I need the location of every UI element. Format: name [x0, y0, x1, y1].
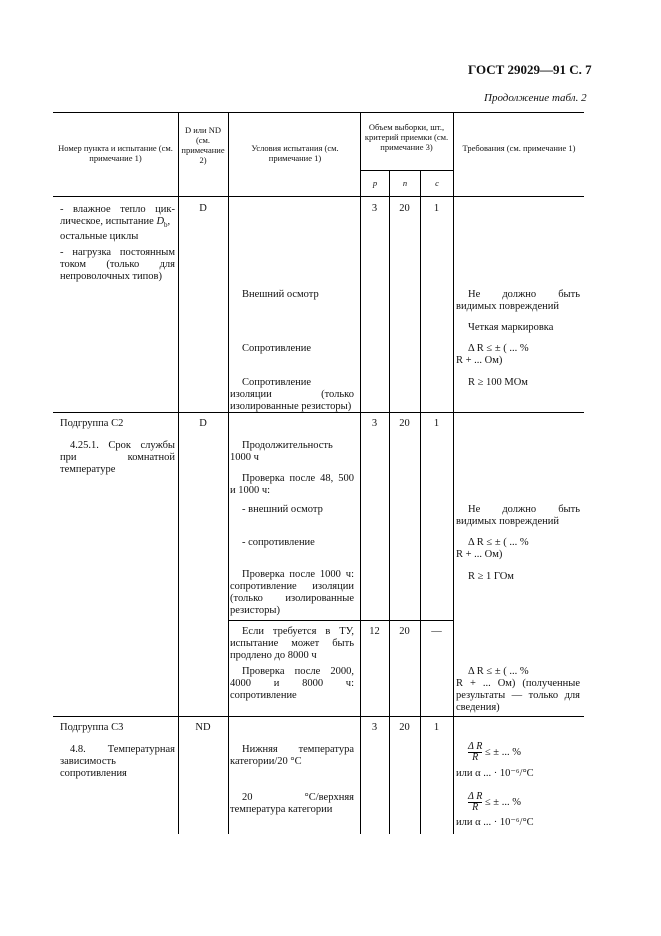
s2-n: 20 — [399, 418, 410, 429]
test-damp-heat-line3: остальные циклы — [60, 231, 139, 243]
s2-p-extended: 12 — [369, 626, 380, 637]
s2-cond-extend: Если требуется в ТУ, испытание может быть продлено до 8000 ч — [230, 626, 354, 661]
s3-req-alpha-1: или α ... · 10⁻⁶/°С — [456, 768, 534, 779]
s2-n-extended: 20 — [399, 626, 410, 637]
s2-req-insulation: R ≥ 1 ГОм — [468, 571, 514, 582]
delta-r-fraction: $\frac{\text{Δ R}}{R}$ — [468, 791, 483, 813]
s3-req-alpha-2: или α ... · 10⁻⁶/°С — [456, 817, 534, 828]
s3-dnd: ND — [195, 722, 211, 733]
s2-req2-resistance-1: Δ R ≤ ± ( ... % — [468, 666, 529, 677]
test-damp-heat — [60, 204, 175, 243]
s3-test-temp: 4.8. Температурная зависимость сопротивления — [60, 744, 175, 779]
s1-req-marking: Четкая маркировка — [468, 322, 554, 333]
s1-req-visual: Не должно быть видимых повреждений — [456, 289, 580, 312]
table-continuation: Продолжение табл. 2 — [484, 92, 587, 104]
s3-cond-high: 20 °С/верхняя температура категории — [230, 792, 354, 815]
s3-subgroup: Подгруппа С3 — [60, 722, 124, 733]
col-header-test: Номер пункта и испытание (см. примечание 1) — [58, 143, 173, 163]
s2-cond-check-insulation: Проверка после 1000 ч: сопротивление изоляции (только изолированные резисторы) — [230, 569, 354, 616]
s2-req2-resistance-2: R + ... Ом) (полученные результаты — только для сведения) — [456, 678, 580, 713]
s2-cond-check: Проверка после 48, 500 и 1000 ч: — [230, 473, 354, 496]
delta-r-fraction: $\frac{\text{Δ R}}{R}$ — [468, 741, 483, 763]
s2-cond-check2: Проверка после 2000, 4000 и 8000 ч: сопротивление — [230, 666, 354, 701]
s2-cond-visual: - внешний осмотр — [242, 504, 323, 515]
s2-p: 3 — [371, 418, 378, 429]
s2-c: 1 — [433, 418, 440, 429]
s1-cond-visual: Внешний осмотр — [242, 289, 319, 300]
s3-cond-low: Нижняя температура категории/20 °С — [230, 744, 354, 767]
s2-dnd: D — [199, 418, 207, 429]
col-header-c: c — [435, 178, 439, 188]
test-damp-heat-line2: лическое, испытание $D_b$, — [60, 216, 171, 230]
s1-c: 1 — [433, 203, 440, 214]
s2-req-resistance-1: Δ R ≤ ± ( ... % — [468, 537, 529, 548]
col-header-requirements: Требования (см. примечание 1) — [462, 143, 576, 153]
s2-cond-resistance: - сопротивление — [242, 537, 315, 548]
s2-c-extended: — — [431, 626, 442, 637]
col-header-dnd: D или ND (см. примечание 2) — [181, 125, 225, 165]
document-id: ГОСТ 29029—91 С. 7 — [468, 62, 592, 77]
s3-n: 20 — [399, 722, 410, 733]
s1-req-resistance-1: Δ R ≤ ± ( ... % — [468, 343, 529, 354]
s2-cond-duration: Продолжительность 1000 ч — [230, 440, 333, 463]
s1-p: 3 — [371, 203, 378, 214]
s1-req-insulation: R ≥ 100 МОм — [468, 377, 528, 388]
s3-p: 3 — [371, 722, 378, 733]
s3-c: 1 — [433, 722, 440, 733]
s2-subgroup: Подгруппа С2 — [60, 418, 124, 429]
s3-req-ratio-2: $\frac{\text{Δ R}}{R}$ ≤ ± ... % — [468, 791, 521, 813]
s1-dnd: D — [199, 203, 207, 214]
s2-req-resistance-2: R + ... Ом) — [456, 549, 503, 560]
test-dc-load: - нагрузка постоянным током (только для непроволочных типов) — [60, 247, 175, 282]
s1-n: 20 — [399, 203, 410, 214]
s2-test-life: 4.25.1. Срок службы при комнатной температуре — [60, 440, 175, 475]
s2-req-visual: Не должно быть видимых повреждений — [456, 504, 580, 527]
s1-cond-resistance: Сопротивление — [242, 343, 312, 354]
s3-req-ratio-1: $\frac{\text{Δ R}}{R}$ ≤ ± ... % — [468, 741, 521, 763]
test-damp-heat-line1: - влажное тепло цик- — [60, 204, 175, 215]
s1-req-resistance-2: R + ... Ом) — [456, 355, 503, 366]
col-header-n: n — [402, 178, 408, 188]
col-header-conditions: Условия испытания (см. примечание 1) — [251, 143, 339, 163]
col-header-p: p — [372, 178, 378, 188]
col-header-sample: Объем выборки, шт., критерий приемки (см. примечание 3) — [364, 122, 449, 152]
s1-cond-insulation: Сопротивление изоляции (только изолированные резисторы) — [230, 377, 354, 412]
